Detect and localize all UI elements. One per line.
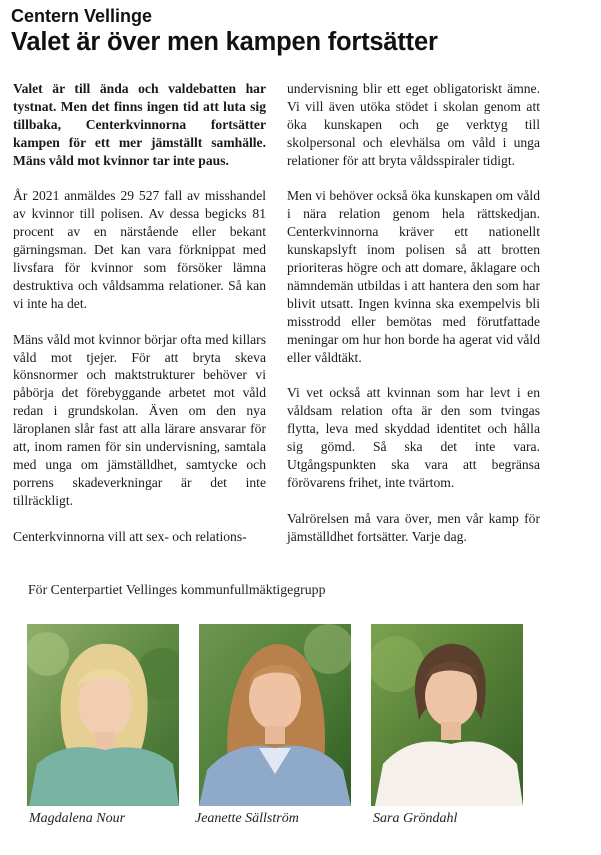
section-kicker: Centern Vellinge bbox=[11, 6, 153, 26]
body-paragraph: Vi vet också att kvinnan som har levt i en våldsam relation ofta är den som tvingas flytta, leva med skyddad identitet och hålla sig gömd. Så ska det inte vara. Utgångspunkten ska vara att begränsa förövarens frihet, inte tvärtom. bbox=[287, 385, 540, 490]
person-name: Jeanette Sällström bbox=[195, 811, 299, 826]
article-column-left bbox=[13, 80, 266, 563]
portrait-photo-3 bbox=[371, 624, 523, 806]
body-paragraph: År 2021 anmäldes 29 527 fall av misshandel av kvinnor till polisen. Av dessa begicks 81 procent av en närstående eller bekant gärningsman. Det kan vara förknippat med livsfara för kvinnor som försöker lämna destruktiva och våldsamma relationer. Så kan vi inte ha det. bbox=[13, 188, 266, 311]
portrait-photo-2 bbox=[199, 624, 351, 806]
article-headline: Valet är över men kampen fortsätter bbox=[11, 28, 438, 56]
body-paragraph: Valrörelsen må vara över, men vår kamp för jämställdhet fortsätter. Varje dag. bbox=[287, 510, 540, 544]
body-paragraph: Mäns våld mot kvinnor börjar ofta med killars våld mot tjejer. För att bryta skeva könsnormer och maktstrukturer behöver vi påbörja det förebyggande arbetet mot våld redan i grundskolan. Även om den nya läroplanen slår fast att alla lärare ansvarar för att, inom ramen för sin undervisning, samtala med unga om jämställdhet, samtycke och porrens skadeverkningar är det inte tillräckligt. bbox=[13, 331, 266, 508]
article-column-right bbox=[287, 80, 540, 563]
body-paragraph: undervisning blir ett eget obligatoriskt ämne. Vi vill även utöka stödet i skolan genom att öka kunskapen och ge verktyg till skolpersonal och elevhälsa om våld i unga relationer för att bryta våldsspiraler tidigt. bbox=[287, 81, 540, 168]
body-paragraph: Men vi behöver också öka kunskapen om våld i nära relation genom hela rättskedjan. Centerkvinnorna kräver ett nationellt kunskapslyft inom polisen så att brotten prioriteras högre och att domare, åklagare och nämndemän utbildas i att hantera den som har blivit utsatt. Ingen kvinna ska exempelvis bli misstrodd eller bemötas med förutfattade meningar om hur hon borde ha agerat vid våld eller våldtäkt. bbox=[287, 188, 540, 365]
body-paragraph: Centerkvinnorna vill att sex- och relations- bbox=[13, 528, 247, 544]
person-name: Magdalena Nour bbox=[29, 811, 126, 826]
portrait-photo-1 bbox=[27, 624, 179, 806]
signature-caption: För Centerpartiet Vellinges kommunfullmäktigegrupp bbox=[28, 582, 326, 597]
article-lead: Valet är till ända och valdebatten har tystnat. Men det finns ingen tid att luta sig tillbaka, Centerkvinnorna fortsätter kampen för ett mer jämställt samhälle. Mäns våld mot kvinnor tar inte paus. bbox=[13, 81, 266, 168]
person-name: Sara Gröndahl bbox=[373, 811, 458, 826]
